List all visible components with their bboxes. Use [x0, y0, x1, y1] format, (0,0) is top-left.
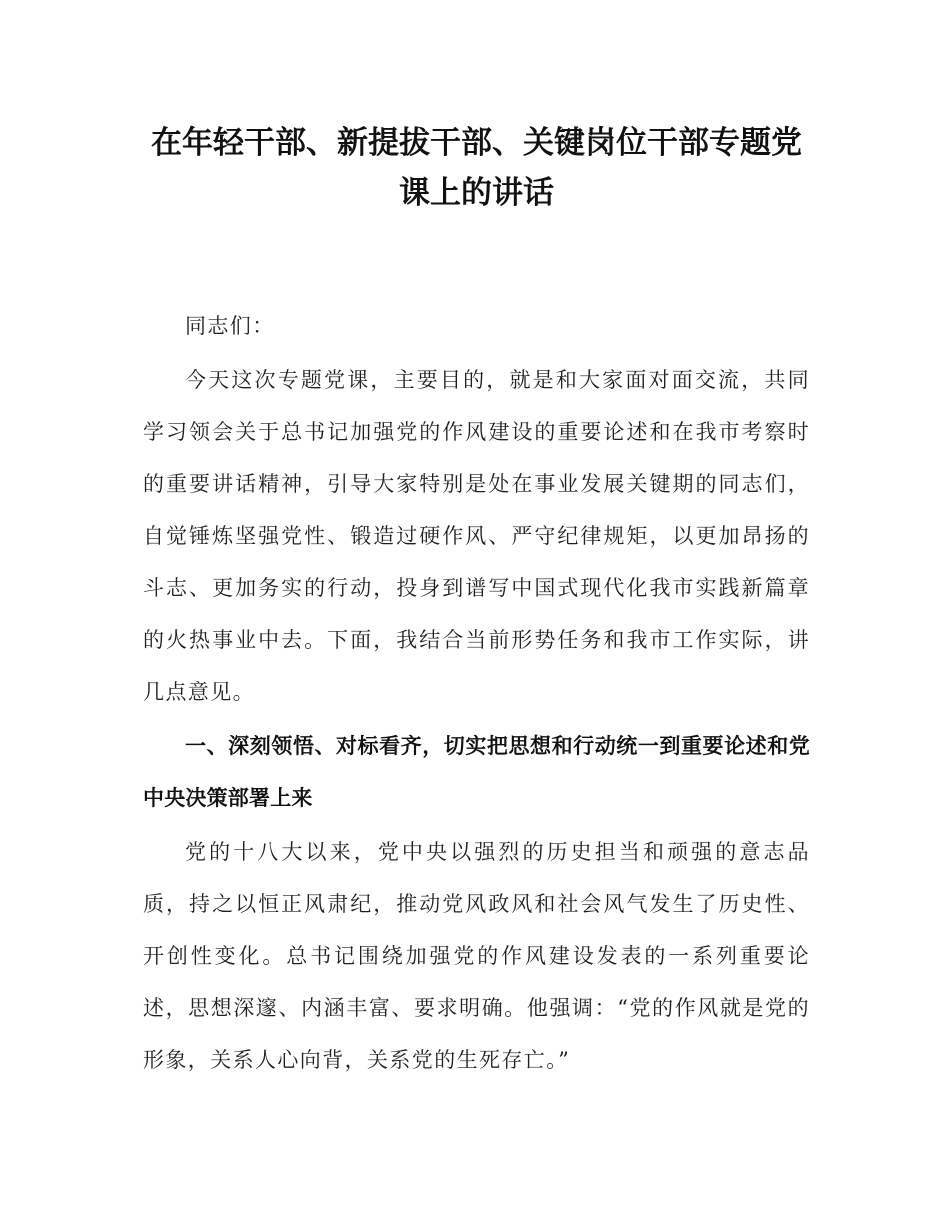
section-heading: 一、深刻领悟、对标看齐，切实把思想和行动统一到重要论述和党中央决策部署上来 [143, 734, 810, 810]
intro-paragraph: 今天这次专题党课，主要目的，就是和大家面对面交流，共同学习领会关于总书记加强党的作风建设的重要论述和在我市考察时的重要讲话精神，引导大家特别是处在事业发展关键期的同志们，自觉锤炼坚强党性、锻造过硬作风、严守纪律规矩，以更加昂扬的斗志、更加务实的行动，投身到谱写中国式现代化我市实践新篇章的火热事业中去。下面，我结合当前形势任务和我市工作实际，讲几点意见。 [143, 368, 810, 704]
section-paragraph: 党的十八大以来，党中央以强烈的历史担当和顽强的意志品质，持之以恒正风肃纪，推动党风政风和社会风气发生了历史性、开创性变化。总书记围绕加强党的作风建设发表的一系列重要论述，思想深邃、内涵丰富、要求明确。他强调：“党的作风就是党的形象，关系人心向背，关系党的生死存亡。” [143, 840, 810, 1072]
document-body [143, 300, 810, 1086]
salutation: 同志们： [185, 314, 275, 338]
document-title: 在年轻干部、新提拔干部、关键岗位干部专题党课上的讲话 [151, 125, 802, 211]
